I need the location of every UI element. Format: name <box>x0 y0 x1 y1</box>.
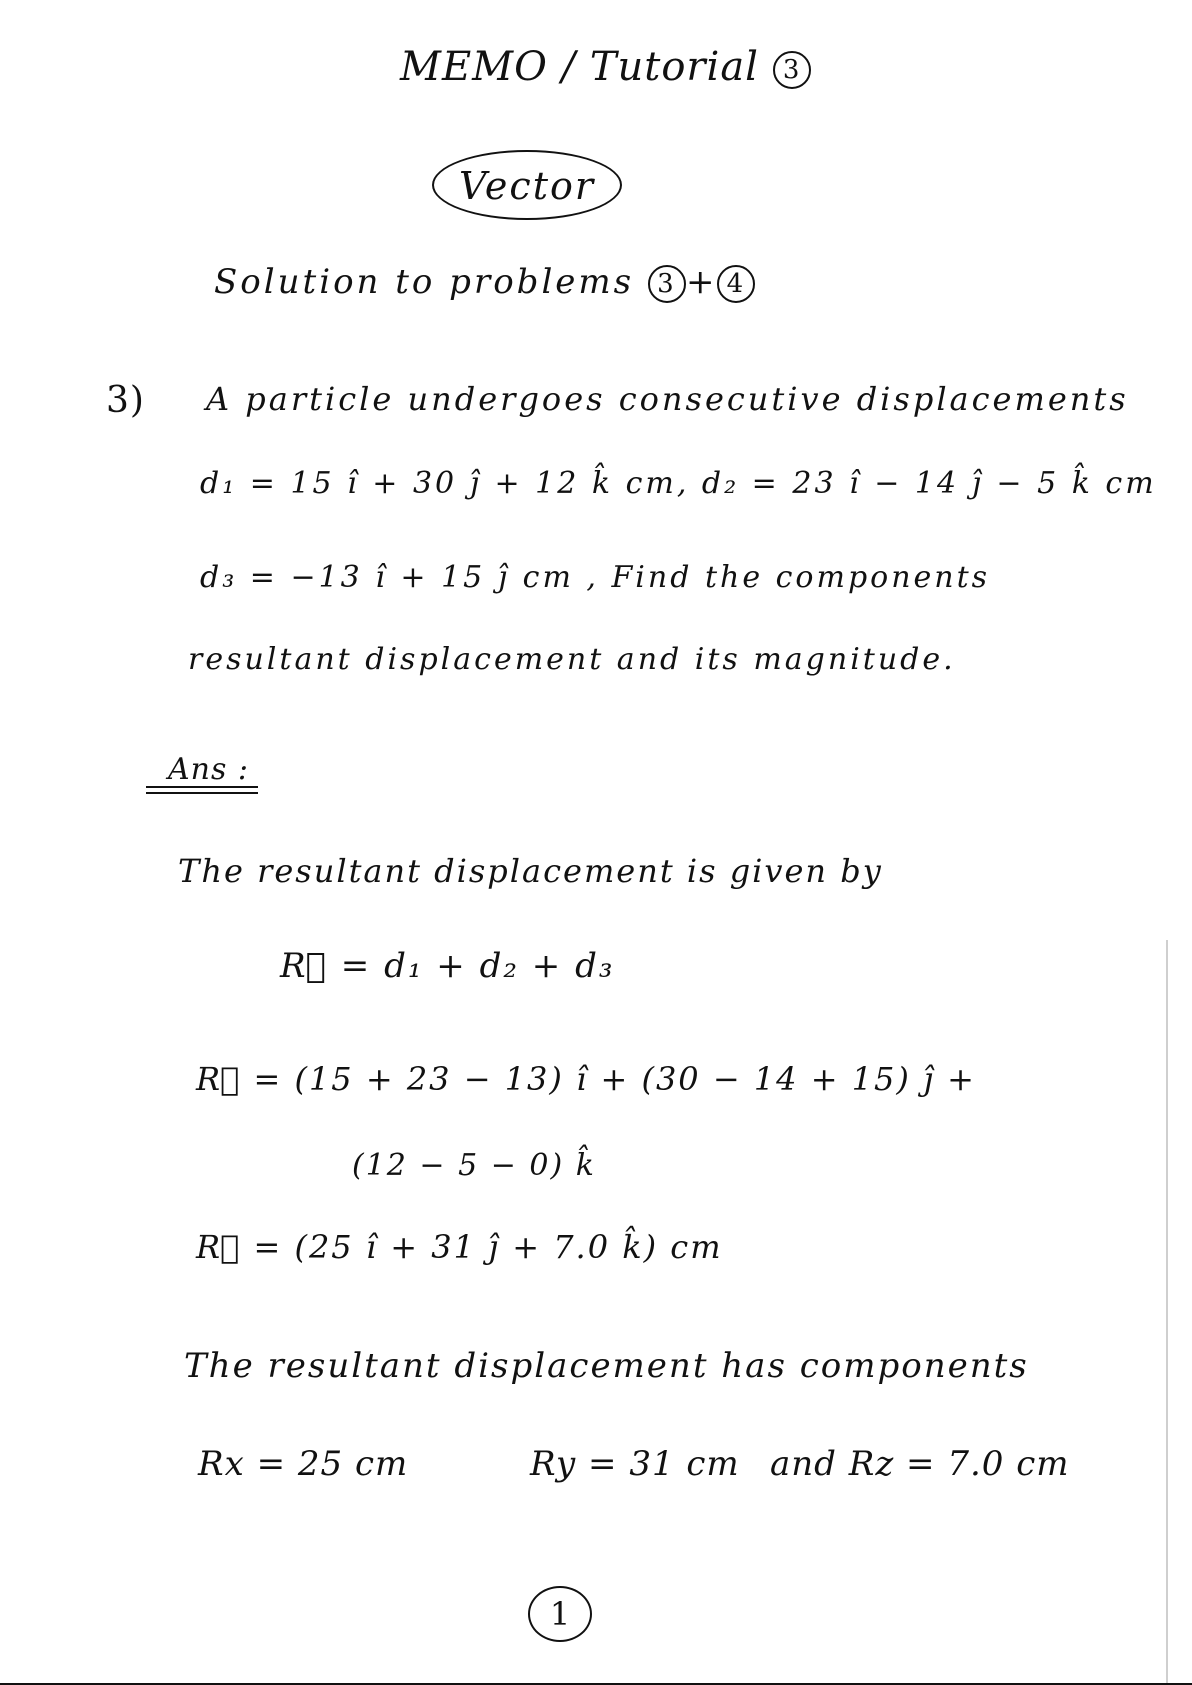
answer-label: Ans : <box>168 752 250 787</box>
memo-title-text: MEMO / Tutorial <box>400 44 759 90</box>
question-line-1: A particle undergoes consecutive displacements <box>206 380 1129 418</box>
problem-b-circle: 4 <box>717 265 755 303</box>
plus-sign: + <box>685 262 718 302</box>
memo-title <box>400 44 811 90</box>
problem-a-circle: 3 <box>648 265 686 303</box>
answer-line-4: (12 − 5 − 0) k̂ <box>352 1148 596 1183</box>
question-line-3: d₃ = −13 î + 15 ĵ cm , Find the components <box>200 560 991 595</box>
answer-line-1: The resultant displacement is given by <box>178 852 883 890</box>
component-rx: Rx = 25 cm <box>198 1444 409 1484</box>
answer-underline-1 <box>146 786 258 788</box>
page-number-circle: 1 <box>528 1586 592 1642</box>
topic-oval: Vector <box>432 150 622 220</box>
subtitle-text: Solution to problems <box>214 262 635 302</box>
question-number: 3) <box>106 380 145 421</box>
answer-line-3: R⃗ = (15 + 23 − 13) î + (30 − 14 + 15) ĵ + <box>196 1060 976 1098</box>
paper-edge-right <box>1166 940 1168 1685</box>
component-rz: and Rz = 7.0 cm <box>770 1444 1070 1484</box>
answer-line-2: R⃗ = d₁ + d₂ + d₃ <box>280 946 615 986</box>
tutorial-number-circle: 3 <box>773 51 811 89</box>
question-line-2: d₁ = 15 î + 30 ĵ + 12 k̂ cm, d₂ = 23 î − 14 ĵ − 5 k̂ cm <box>200 466 1157 501</box>
answer-line-5: R⃗ = (25 î + 31 ĵ + 7.0 k̂) cm <box>196 1228 723 1266</box>
answer-line-6: The resultant displacement has components <box>184 1346 1029 1386</box>
component-ry: Ry = 31 cm <box>530 1444 740 1484</box>
subtitle <box>214 262 755 303</box>
answer-underline-2 <box>146 792 258 794</box>
question-line-4: resultant displacement and its magnitude. <box>188 642 956 677</box>
